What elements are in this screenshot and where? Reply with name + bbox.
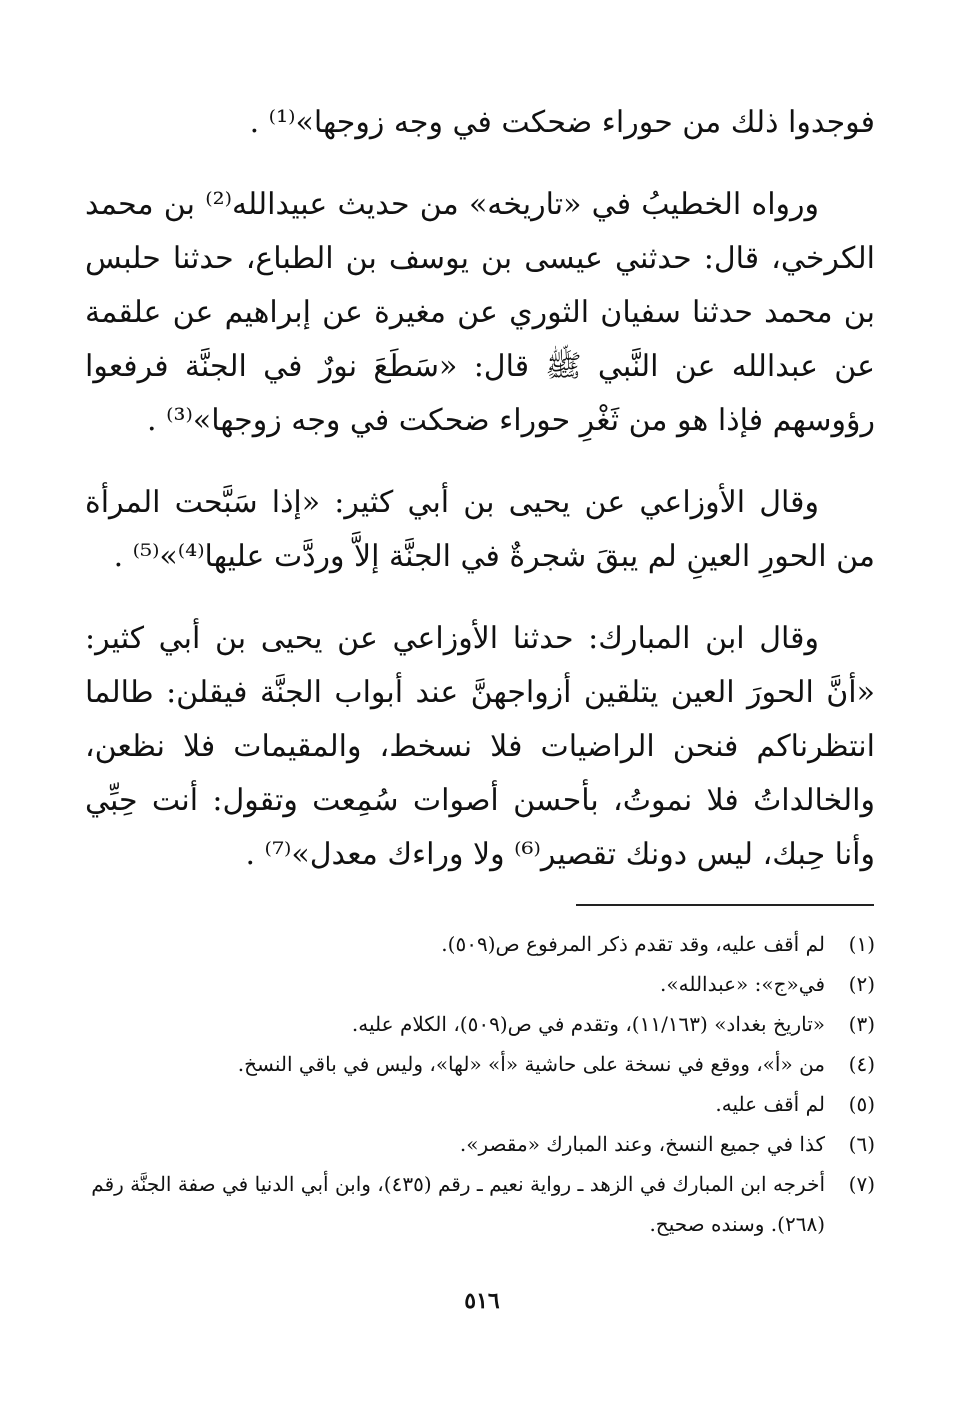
footnote-separator (576, 904, 874, 906)
main-text (85, 96, 875, 910)
footnote-number: (٧) (848, 1172, 875, 1196)
footnote-number: (٥) (848, 1092, 875, 1116)
footnote-item (85, 1044, 875, 1084)
page-number: ٥١٦ (464, 1288, 500, 1314)
footnote-text: لم أقف عليه، وقد تقدم ذكر المرفوع ص(٥٠٩). (441, 932, 825, 956)
paragraph-3: وقال الأوزاعي عن يحيى بن أبي كثير: «إذا سَبَّحت المرأة من الحورِ العينِ لم يبقَ شجرةٌ في الجنَّة إلاَّ وردَّت عليها⁽⁴⁾»⁽⁵⁾ . (85, 485, 875, 574)
footnote-text: أخرجه ابن المبارك في الزهد ـ رواية نعيم ـ رقم (٤٣٥)، وابن أبي الدنيا في صفة الجنَّة رقم (٢٦٨). وسنده صحيح. (91, 1172, 825, 1236)
paragraph-4: وقال ابن المبارك: حدثنا الأوزاعي عن يحيى بن أبي كثير: «أنَّ الحورَ العين يتلقين أزواجهنَّ عند أبواب الجنَّة فيقلن: طالما انتظرناكم فنحن الراضيات فلا نسخط، والمقيمات فلا نظعن، والخالداتُ فلا نموتُ، بأحسن أصوات سُمِعت وتقول: أنت حِبِّي وأنا حِبك، ليس دونك تقصير⁽⁶⁾ ولا وراءك معدل»⁽⁷⁾ . (85, 621, 875, 872)
footnote-item (85, 1164, 875, 1244)
footnote-text: لم أقف عليه. (715, 1092, 825, 1116)
footnote-item (85, 924, 875, 964)
footnote-item (85, 1004, 875, 1044)
footnote-number: (٣) (848, 1012, 875, 1036)
footnotes (85, 924, 875, 1244)
footnote-text: كذا في جميع النسخ، وعند المبارك «مقصر». (459, 1132, 825, 1156)
footnote-number: (٤) (848, 1052, 875, 1076)
footnote-text: من «أ»، ووقع في نسخة على حاشية «أ» «لها»، وليس في باقي النسخ. (237, 1052, 825, 1076)
footnote-number: (١) (848, 932, 875, 956)
footnote-item (85, 1084, 875, 1124)
paragraph-1: فوجدوا ذلك من حوراء ضحكت في وجه زوجها»⁽¹⁾ . (249, 105, 875, 140)
footnote-number: (٦) (848, 1132, 875, 1156)
footnote-text: «تاريخ بغداد» (١١/١٦٣)، وتقدم في ص(٥٠٩)، الكلام عليه. (351, 1012, 825, 1036)
footnote-text: في«ج»: «عبدالله». (660, 972, 825, 996)
footnote-number: (٢) (848, 972, 875, 996)
paragraph-2: ورواه الخطيبُ في «تاريخه» من حديث عبيدالله⁽²⁾ بن محمد الكرخي، قال: حدثني عيسى بن يوسف بن الطباع، حدثنا حلبس بن محمد حدثنا سفيان الثوري عن مغيرة عن إبراهيم عن علقمة عن عبدالله عن النَّبي ﷺ قال: «سَطَعَ نورٌ في الجنَّة فرفعوا رؤوسهم فإذا هو من ثَغْرِ حوراء ضحكت في وجه زوجها»⁽³⁾ . (85, 187, 875, 438)
footnote-item (85, 964, 875, 1004)
footnote-item (85, 1124, 875, 1164)
